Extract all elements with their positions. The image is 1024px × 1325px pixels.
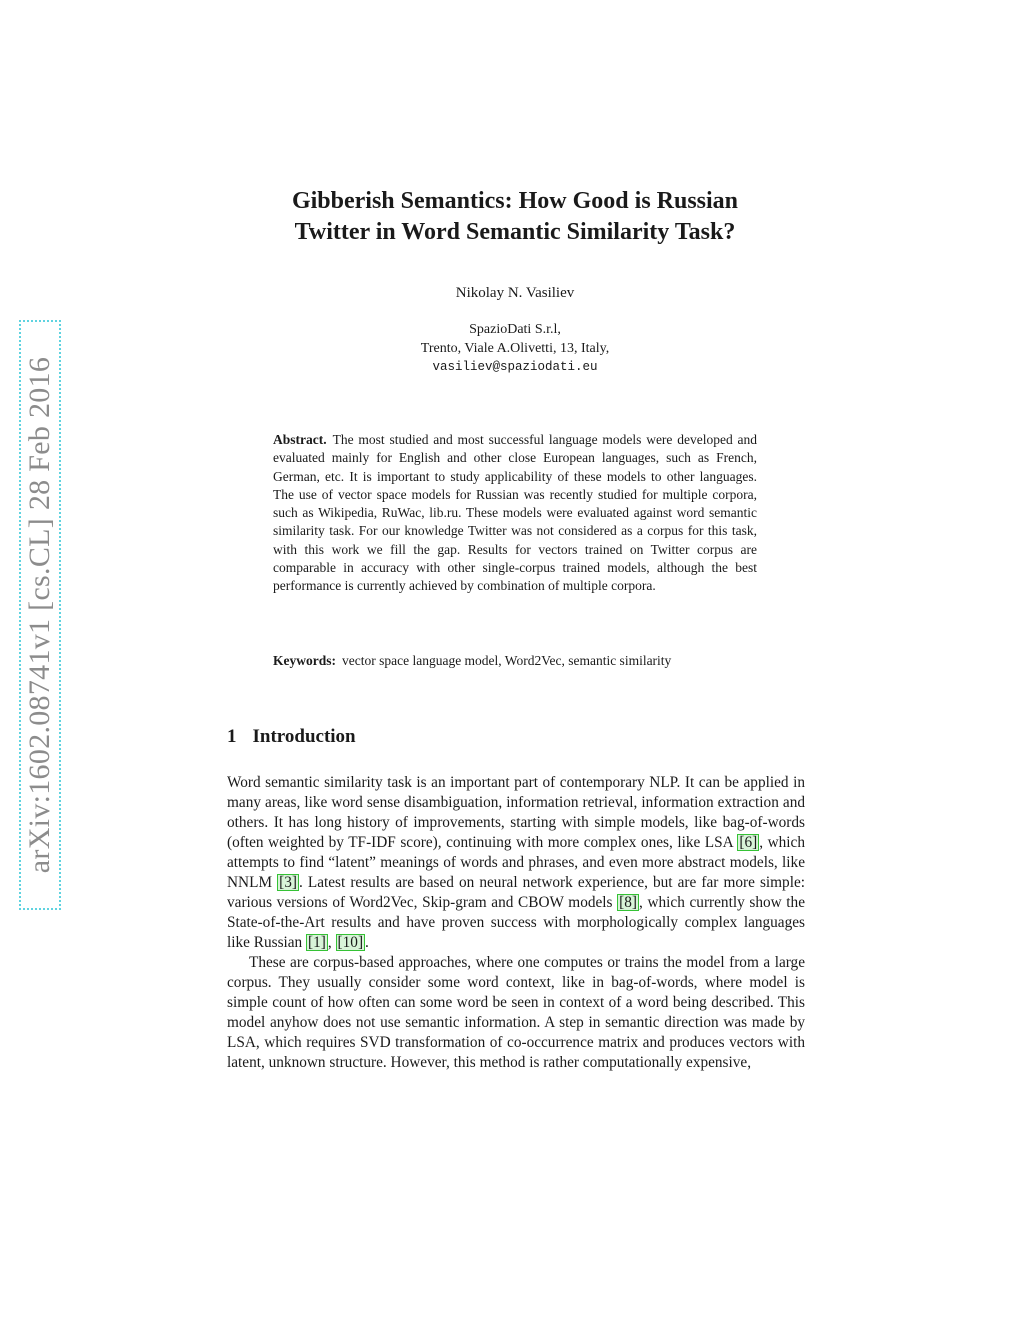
abstract-label: Abstract.: [273, 432, 327, 447]
section-heading: [227, 726, 356, 748]
paragraph-text: Word semantic similarity task is an important part of contemporary NLP. It can be applied in many areas, like word sense disambiguation, information retrieval, information extraction and others. It has long history of improvements, starting with simple models, like bag-of-words (often weighted by TF-IDF score), continuing with more complex ones, like LSA: [227, 774, 805, 851]
affiliation: [200, 320, 830, 377]
title-line-2: Twitter in Word Semantic Similarity Task?: [294, 219, 736, 245]
paragraph-text: ,: [327, 934, 336, 951]
section-number: 1: [227, 726, 237, 747]
keywords-label: Keywords:: [273, 653, 336, 668]
citation-link[interactable]: [6]: [739, 834, 758, 851]
paragraph-text: , which attempts to find “latent” meanings of words and phrases, and even more abstract models, like NNLM: [227, 834, 805, 891]
citation-link[interactable]: [1]: [308, 934, 326, 951]
citation-link[interactable]: [3]: [279, 874, 297, 891]
intro-paragraph-1: [227, 773, 805, 953]
paper-title: [200, 186, 830, 248]
keywords-text: vector space language model, Word2Vec, semantic similarity: [342, 653, 672, 668]
arxiv-id[interactable]: arXiv:1602.08741v1 [cs.CL] 28 Feb 2016: [23, 356, 56, 874]
section-body: [227, 773, 805, 1073]
abstract: [273, 431, 757, 596]
author-name: Nikolay N. Vasiliev: [455, 285, 575, 301]
paragraph-text: . Latest results are based on neural network experience, but are far more simple: various versions of Word2Vec, Skip-gram and CBOW models: [227, 874, 805, 911]
citation-link[interactable]: [10]: [337, 934, 364, 951]
affiliation-org: SpazioDati S.r.l,: [469, 322, 561, 337]
abstract-text: The most studied and most successful language models were developed and evaluated mainly for English and other close European languages, such as French, German, etc. It is important to study applicability of these models to other languages. The use of vector space models for Russian was recently studied for multiple corpora, such as Wikipedia, RuWac, lib.ru. These models were evaluated against word semantic similarity task. For our knowledge Twitter was not considered as a corpus for this task, with this work we fill the gap. Results for vectors trained on Twitter corpus are comparable in accuracy with other single-corpus trained models, although the best performance is currently achieved by combination of multiple corpora.: [273, 432, 757, 594]
paragraph-text: .: [365, 934, 369, 951]
arxiv-stamp: [19, 320, 61, 910]
affiliation-address: Trento, Viale A.Olivetti, 13, Italy,: [420, 341, 610, 356]
intro-paragraph-2: These are corpus-based approaches, where one computes or trains the model from a large corpus. They usually consider some word context, like in bag-of-words, where model is simple count of how often can some word be seen in context of a word being described. This model anyhow does not use semantic information. A step in semantic direction was made by LSA, which requires SVD transformation of co-occurrence matrix and produces vectors with latent, unknown structure. However, this method is rather computationally expensive,: [227, 954, 805, 1071]
author-email[interactable]: vasiliev@spaziodati.eu: [432, 360, 598, 374]
title-line-1: Gibberish Semantics: How Good is Russian: [291, 188, 739, 214]
paragraph-text: , which currently show the State-of-the-Art results and have proven success with morphologically complex languages like Russian: [227, 894, 805, 951]
section-title: Introduction: [252, 726, 356, 747]
citation-link[interactable]: [8]: [619, 894, 637, 911]
keywords: [273, 652, 757, 670]
